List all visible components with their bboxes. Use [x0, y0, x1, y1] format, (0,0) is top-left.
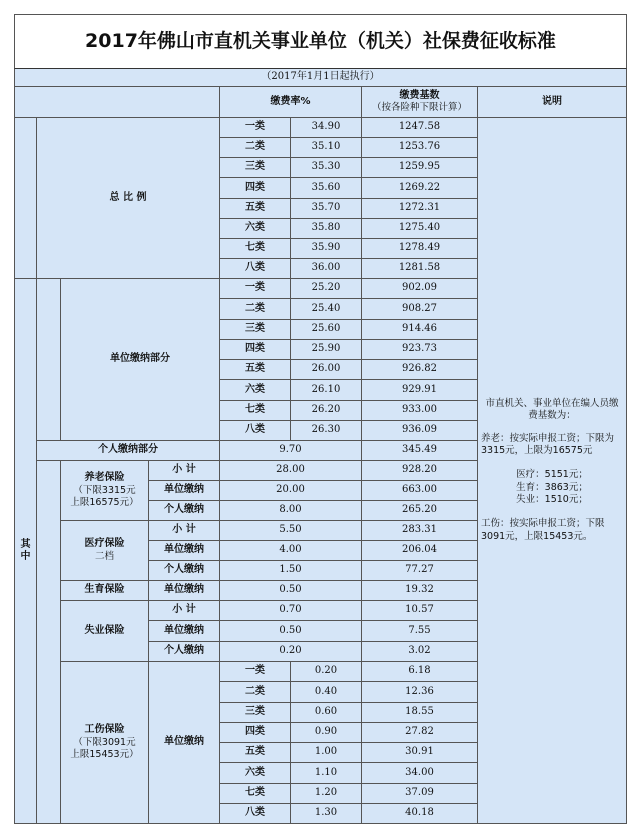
base-value: 10.57 — [362, 601, 478, 621]
margin-cell — [14, 118, 37, 279]
employer-part-label: 单位缴纳部分 — [61, 279, 220, 441]
injury-note-2: 上限15453元） — [70, 748, 139, 760]
base-value: 1278.49 — [362, 239, 478, 259]
base-value: 1272.31 — [362, 199, 478, 219]
sub-row-label: 小 计 — [149, 461, 220, 481]
medical-name: 医疗保险 — [84, 538, 125, 550]
base-value: 19.32 — [362, 581, 478, 601]
rate-value: 0.70 — [220, 601, 362, 621]
among-char-2: 中 — [20, 551, 31, 562]
base-value: 6.18 — [362, 662, 478, 682]
base-value: 929.91 — [362, 380, 478, 401]
header-remark: 说明 — [478, 87, 627, 118]
sub-row-label: 个人缴纳 — [149, 561, 220, 581]
class-label: 六类 — [220, 380, 291, 401]
base-value: 933.00 — [362, 401, 478, 421]
class-label: 六类 — [220, 763, 291, 784]
note-pension: 养老：按实际申报工资；下限为3315元，上限为16575元 — [481, 432, 615, 456]
base-value: 37.09 — [362, 784, 478, 804]
base-value: 34.00 — [362, 763, 478, 784]
header-base-label: 缴费基数 — [399, 89, 440, 101]
base-value: 926.82 — [362, 360, 478, 380]
injury-name: 工伤保险 — [84, 724, 125, 736]
rate-value: 1.00 — [291, 743, 362, 763]
header-base — [362, 87, 478, 118]
remarks-cell — [478, 118, 627, 824]
pension-label — [61, 461, 149, 521]
rate-value: 4.00 — [220, 541, 362, 561]
note-maternity: 生育：3863元； — [516, 481, 588, 493]
note-medical: 医疗：5151元； — [516, 469, 588, 481]
sub-row-label: 小 计 — [149, 601, 220, 621]
injury-employer-label: 单位缴纳 — [149, 662, 220, 824]
among-label — [14, 279, 37, 824]
rate-value: 5.50 — [220, 521, 362, 541]
rate-value: 34.90 — [291, 118, 362, 138]
rate-value: 36.00 — [291, 259, 362, 279]
note-unemployment: 失业：1510元； — [516, 494, 588, 506]
class-label: 七类 — [220, 239, 291, 259]
base-value: 1259.95 — [362, 158, 478, 178]
class-label: 一类 — [220, 279, 291, 299]
rate-value: 1.10 — [291, 763, 362, 784]
rate-value: 35.80 — [291, 219, 362, 239]
base-value: 30.91 — [362, 743, 478, 763]
rate-value: 28.00 — [220, 461, 362, 481]
sub-row-label: 单位缴纳 — [149, 621, 220, 642]
remarks-text — [481, 398, 623, 543]
effective-date: （2017年1月1日起执行） — [14, 69, 627, 87]
class-label: 五类 — [220, 360, 291, 380]
rate-value: 25.60 — [291, 320, 362, 340]
rate-value: 25.40 — [291, 299, 362, 320]
class-label: 一类 — [220, 662, 291, 682]
rate-value: 0.50 — [220, 621, 362, 642]
sub-row-label: 单位缴纳 — [149, 481, 220, 501]
rate-value: 26.00 — [291, 360, 362, 380]
page-title: 2017年佛山市直机关事业单位（机关）社保费征收标准 — [14, 14, 627, 69]
sub-row-label: 个人缴纳 — [149, 501, 220, 521]
class-label: 二类 — [220, 138, 291, 158]
base-value: 3.02 — [362, 642, 478, 662]
rate-value: 0.60 — [291, 703, 362, 723]
pension-note-2: 上限16575元） — [70, 496, 139, 508]
base-value: 27.82 — [362, 723, 478, 743]
sub-row-label: 单位缴纳 — [149, 581, 220, 601]
class-label: 六类 — [220, 219, 291, 239]
class-label: 四类 — [220, 340, 291, 360]
rate-value: 25.20 — [291, 279, 362, 299]
rate-value: 25.90 — [291, 340, 362, 360]
base-value: 928.20 — [362, 461, 478, 481]
class-label: 二类 — [220, 682, 291, 703]
sub-row-label: 小 计 — [149, 521, 220, 541]
among-char-1: 其 — [20, 538, 31, 550]
base-value: 1275.40 — [362, 219, 478, 239]
total-label: 总 比 例 — [37, 118, 220, 279]
class-label: 四类 — [220, 178, 291, 199]
individual-part-label: 个人缴纳部分 — [37, 441, 220, 461]
sub-row-label: 单位缴纳 — [149, 541, 220, 561]
medical-label — [61, 521, 149, 581]
class-label: 八类 — [220, 804, 291, 824]
rate-value: 1.30 — [291, 804, 362, 824]
rate-value: 26.10 — [291, 380, 362, 401]
rate-value: 26.30 — [291, 421, 362, 441]
header-rate: 缴费率% — [220, 87, 362, 118]
injury-label — [61, 662, 149, 824]
rate-value: 0.20 — [291, 662, 362, 682]
pension-name: 养老保险 — [84, 472, 125, 484]
rate-value: 0.50 — [220, 581, 362, 601]
base-value: 936.09 — [362, 421, 478, 441]
rate-value: 0.20 — [220, 642, 362, 662]
base-value: 206.04 — [362, 541, 478, 561]
unemployment-label: 失业保险 — [61, 601, 149, 662]
rate-value: 35.60 — [291, 178, 362, 199]
class-label: 一类 — [220, 118, 291, 138]
class-label: 五类 — [220, 199, 291, 219]
base-value: 902.09 — [362, 279, 478, 299]
base-value: 265.20 — [362, 501, 478, 521]
base-value: 77.27 — [362, 561, 478, 581]
class-label: 三类 — [220, 158, 291, 178]
base-value: 663.00 — [362, 481, 478, 501]
header-blank — [14, 87, 220, 118]
margin-cell — [37, 461, 61, 824]
base-value: 12.36 — [362, 682, 478, 703]
base-value: 7.55 — [362, 621, 478, 642]
sub-row-label: 个人缴纳 — [149, 642, 220, 662]
class-label: 五类 — [220, 743, 291, 763]
margin-cell — [37, 279, 61, 441]
class-label: 八类 — [220, 259, 291, 279]
base-value: 914.46 — [362, 320, 478, 340]
base-value: 1281.58 — [362, 259, 478, 279]
rate-value: 35.30 — [291, 158, 362, 178]
class-label: 八类 — [220, 421, 291, 441]
note-injury: 工伤：按实际申报工资；下限3091元，上限15453元。 — [481, 518, 605, 542]
class-label: 四类 — [220, 723, 291, 743]
base-value: 1253.76 — [362, 138, 478, 158]
maternity-label: 生育保险 — [61, 581, 149, 601]
base-value: 1247.58 — [362, 118, 478, 138]
rate-value: 35.10 — [291, 138, 362, 158]
base-value: 345.49 — [362, 441, 478, 461]
rate-value: 0.40 — [291, 682, 362, 703]
rate-value: 35.70 — [291, 199, 362, 219]
class-label: 二类 — [220, 299, 291, 320]
base-value: 283.31 — [362, 521, 478, 541]
header-base-note: （按各险种下限计算） — [371, 102, 467, 114]
injury-note: （下限3091元 — [73, 736, 136, 748]
base-value: 1269.22 — [362, 178, 478, 199]
rate-value: 9.70 — [220, 441, 362, 461]
rate-value: 26.20 — [291, 401, 362, 421]
class-label: 三类 — [220, 703, 291, 723]
class-label: 七类 — [220, 784, 291, 804]
rate-value: 1.20 — [291, 784, 362, 804]
rate-value: 0.90 — [291, 723, 362, 743]
class-label: 三类 — [220, 320, 291, 340]
base-value: 908.27 — [362, 299, 478, 320]
rate-value: 1.50 — [220, 561, 362, 581]
pension-note: （下限3315元 — [73, 484, 136, 496]
base-value: 40.18 — [362, 804, 478, 824]
rate-value: 8.00 — [220, 501, 362, 521]
medical-note: 二档 — [94, 550, 114, 562]
note-intro: 市直机关、事业单位在编人员缴费基数为： — [485, 397, 619, 422]
base-value: 923.73 — [362, 340, 478, 360]
rate-value: 20.00 — [220, 481, 362, 501]
class-label: 七类 — [220, 401, 291, 421]
base-value: 18.55 — [362, 703, 478, 723]
rate-value: 35.90 — [291, 239, 362, 259]
